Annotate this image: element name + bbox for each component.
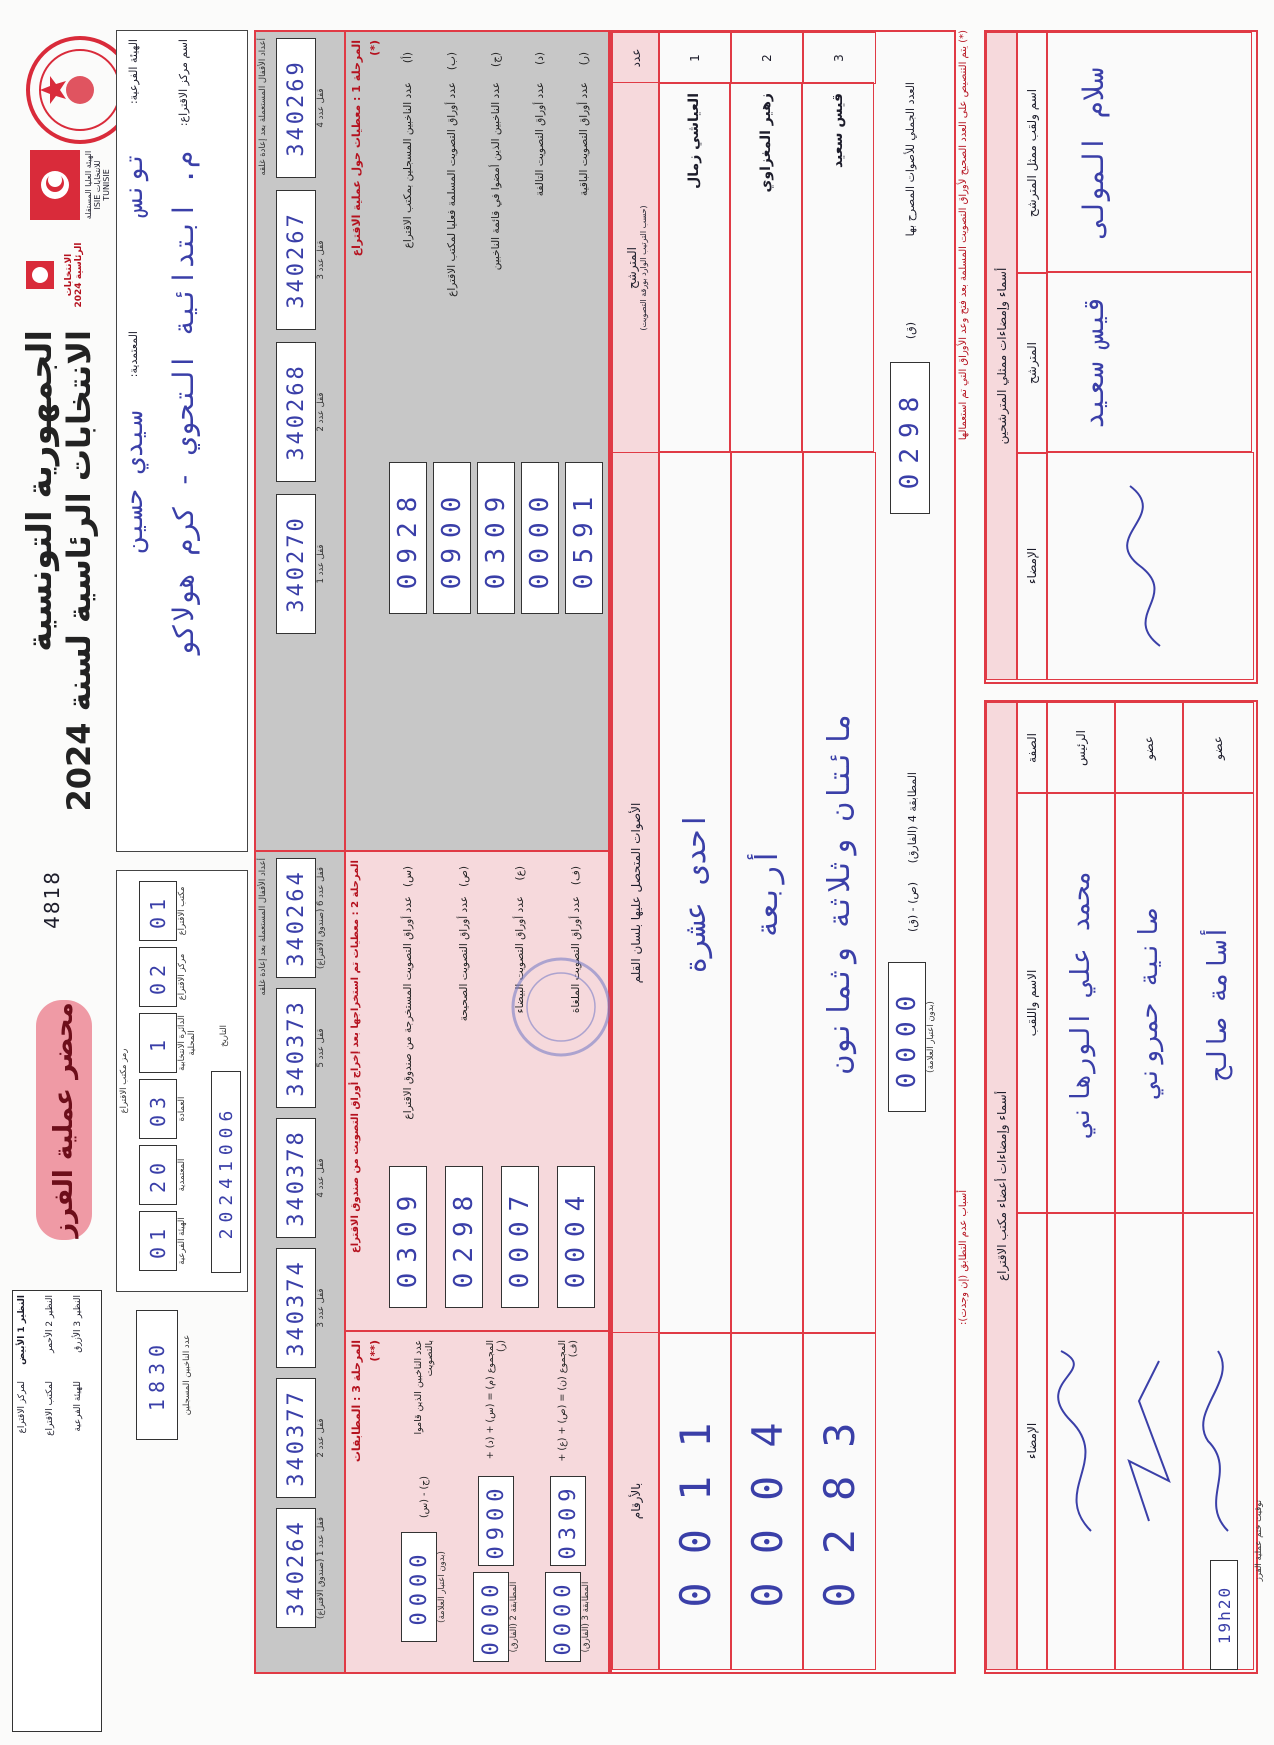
seal-left-3-label: قفل عدد 3 — [316, 240, 326, 280]
stage1-row-a-label: عدد الناخبين المسجلين بمكتب الاقتراع — [402, 82, 414, 249]
delegation-value: سيدي حسين — [119, 411, 149, 552]
copy-3-target: للهيئة الفرعية — [73, 1381, 83, 1432]
results-total-label: العدد الجملي للأصوات المصرح بها — [903, 82, 917, 237]
stage3-row-2-value: 0900 — [478, 1476, 514, 1566]
stage3-row-2-diff: 0000 — [473, 1572, 509, 1662]
registered-count: 1830 — [136, 1310, 178, 1440]
stage1-row-b — [430, 52, 474, 652]
stage2-row-ain-code: (ع) — [514, 866, 526, 881]
seal-left-3: 340267 — [276, 190, 316, 330]
seal-mid-5-label: قفل عدد 5 — [316, 1028, 326, 1068]
footer-note: (*) يتم التنصيص على العدد الصحيح لأوراق التصويت المسلمة بعد فتح وعد الأوراق التي تم استعمالها — [958, 30, 969, 441]
code-district: 1 — [139, 1013, 177, 1073]
results-panel — [610, 30, 956, 1674]
form-title-badge: محضر عملية الفرز — [36, 1000, 92, 1240]
stage1-row-b-code: (ب) — [446, 52, 458, 71]
results-total-value: 0298 — [890, 362, 930, 514]
cand-1-name: العياشي زمال — [658, 82, 730, 452]
stage2-row-f-value: 0004 — [557, 1166, 595, 1308]
stage3-title: المرحلة 3 : المطابقات — [350, 1340, 363, 1463]
stage3-row-2-formula: المجموع (م) = (س) + (د) + (ر) — [485, 1340, 507, 1460]
stage1-row-b-label: عدد أوراق التصويت المسلمة فعليا لمكتب الاقتراع — [446, 82, 458, 297]
stage1-note: (*) — [368, 40, 381, 56]
reasons-label: أسباب عدم التطابق (إن وجدت): — [958, 1190, 969, 1325]
center-value: م. ابتدائية التحوي - كرم هولاكو — [167, 151, 200, 657]
stage3-row-3-diff: 0000 — [545, 1572, 581, 1662]
seal-mid-3-label: قفل عدد 3 — [316, 1288, 326, 1328]
stage3-rows — [388, 1340, 604, 1664]
stage3-row-1-formula: (ج) - (س) — [418, 1476, 430, 1519]
copy-3-label: النظير 3 الأزرق — [73, 1295, 83, 1353]
end-time-value: 19h20 — [1210, 1560, 1238, 1670]
seals-middle-row — [276, 858, 326, 1658]
staff-panel — [984, 700, 1258, 1674]
stage2-row-f — [548, 866, 604, 1316]
stage3-row-1 — [388, 1340, 460, 1664]
stage1-row-b-value: 0900 — [433, 462, 471, 614]
seal-left-1-label: قفل عدد 1 — [316, 544, 326, 584]
seal-left-1: 340270 — [276, 494, 316, 634]
cand-2-index: 2 — [730, 32, 804, 84]
results-header-candidate-text: المترشح — [624, 247, 639, 289]
stage2-row-s-value: 0309 — [389, 1166, 427, 1308]
stage1-row-c-code: (ج) — [490, 52, 502, 67]
seals-middle-caption: أعداد الأقفال المستعملة بعد إعادة غلقه — [258, 858, 268, 996]
cand-1-words: احدى عشرة — [658, 452, 732, 1334]
match4-row — [874, 772, 950, 1192]
regional-authority-label: الهيئة الفرعية: — [127, 39, 140, 105]
stage1-panel — [344, 30, 610, 854]
seals-left-row — [276, 38, 326, 838]
staff-2-name: صانية حمروني — [1114, 792, 1184, 1214]
stage2-row-ain — [492, 866, 548, 1316]
stage2-rows — [380, 866, 604, 1316]
stage2-row-ss — [436, 866, 492, 1316]
staff-col-sign: الإمضاء — [1016, 1212, 1048, 1670]
results-header-num: عدد — [612, 32, 660, 84]
code-district-label: الدائرة الانتخابية المحلية — [177, 1015, 197, 1071]
tunisia-flag-icon — [30, 150, 90, 220]
stage2-row-s-code: (س) — [402, 866, 414, 888]
code-delegation-label: المعتمدية — [177, 1158, 187, 1192]
stage3-row-1-caption: (بدون اعتبار العلامة) — [437, 1551, 447, 1623]
date-label: التاريخ — [219, 1024, 229, 1048]
code-office: 01 — [139, 881, 177, 941]
stage2-row-s-label: عدد أوراق التصويت المستخرجة من صندوق الاقتراع — [402, 896, 414, 1120]
stage2-row-ss-label: عدد أوراق التصويت الصحيحة — [458, 896, 470, 1022]
reps-col-sign: الإمضاء — [1016, 452, 1048, 680]
logo-text: الانتخابات الرئاسية 2024 — [64, 242, 84, 308]
end-time-label: توقيت ختم عملية الفرز — [1254, 1500, 1264, 1582]
stage3-row-1-label: عدد الناخبين الذين قاموا بالتصويت — [413, 1340, 435, 1435]
stage3-row-2-match: المطابقة 2 (الفارق) — [509, 1581, 519, 1653]
match4-value: 0000 — [888, 962, 926, 1112]
code-center: 02 — [139, 947, 177, 1007]
center-label: اسم مركز الاقتراع: — [177, 39, 190, 127]
staff-1-role: الرئيس — [1046, 702, 1116, 794]
office-stamp — [506, 952, 616, 1062]
end-time-block — [1210, 1560, 1250, 1670]
results-header-candidate — [612, 82, 660, 454]
stage2-row-ss-value: 0298 — [445, 1166, 483, 1308]
results-header-note: (حسب الترتيب الوارد بورقة التصويت) — [638, 205, 648, 331]
staff-2-signature — [1114, 1212, 1184, 1670]
seal-mid-5: 340373 — [276, 988, 316, 1108]
stage3-row-1-value: 0000 — [401, 1532, 437, 1642]
stage1-row-a — [386, 52, 430, 652]
stage1-row-a-code: (أ) — [402, 52, 414, 64]
stage3-row-3 — [532, 1340, 604, 1664]
code-authority-label: الهيئة الفرعية — [177, 1217, 187, 1265]
code-center-label: مركز الاقتراع — [177, 953, 187, 1001]
seals-left-caption: أعداد الأقفال المستعملة بعد إعادة غلقه — [258, 38, 268, 176]
results-total-code: (ق) — [903, 322, 917, 340]
seal-mid-1-label: قفل عدد 1 (صندوق الاقتراع) — [316, 1517, 326, 1619]
stage1-row-c-value: 0309 — [477, 462, 515, 614]
republic-title: الجمهورية التونسية — [20, 330, 60, 652]
code-block — [116, 870, 248, 1292]
stage3-row-3-value: 0309 — [550, 1476, 586, 1566]
seal-mid-4-label: قفل عدد 4 — [316, 1158, 326, 1198]
cand-3-index: 3 — [802, 32, 876, 84]
seal-left-4-label: قفل عدد 4 — [316, 88, 326, 128]
regional-authority-value: تونس — [119, 151, 149, 214]
stage1-title: المرحلة 1 : معطيات حول عملية الاقتراع — [350, 40, 363, 257]
cand-1-index: 1 — [658, 32, 732, 84]
staff-3-name: أسامة صالح — [1182, 792, 1254, 1214]
cand-1-digits: 0011 — [658, 1332, 732, 1670]
stage2-row-ss-code: (ص) — [458, 866, 470, 887]
stage1-row-a-value: 0928 — [389, 462, 427, 614]
election-logo — [20, 240, 100, 310]
cand-2-digits: 0004 — [730, 1332, 804, 1670]
stage2-row-f-label: عدد أوراق التصويت الملغاة — [570, 896, 582, 1014]
code-cells — [139, 881, 199, 1281]
stage1-row-r-value: 0591 — [565, 462, 603, 614]
rep-name: سلام المولى — [1046, 32, 1252, 272]
stage2-row-ain-label: عدد أوراق التصويت البيضاء — [514, 896, 526, 1014]
copy-1-label: النظير 1 الأبيض — [17, 1295, 27, 1365]
seal-mid-6: 340264 — [276, 858, 316, 978]
stage2-row-s — [380, 866, 436, 1316]
stage3-row-3-match: المطابقة 3 (الفارق) — [581, 1581, 591, 1653]
staff-1-signature — [1046, 1212, 1116, 1670]
seal-mid-3: 340374 — [276, 1248, 316, 1368]
seal-left-4: 340269 — [276, 38, 316, 178]
stage3-row-3-formula: المجموع (ن) = (ص) + (ع) + (ف) — [557, 1340, 579, 1462]
registered-block — [136, 1310, 216, 1440]
staff-title: أسماء وإمضاءات أعضاء مكتب الاقتراع — [986, 702, 1018, 1670]
seal-left-2-label: قفل عدد 2 — [316, 392, 326, 432]
reps-title: أسماء وإمضاءات ممثلي المترشحين — [986, 32, 1018, 680]
stage2-row-f-code: (ف) — [570, 866, 582, 886]
cand-2-words: أربعة — [730, 452, 804, 1334]
results-header-digits: بالأرقام — [612, 1332, 660, 1670]
stage1-row-c-label: عدد الناخبين الذين أمضوا في قائمة الناخبين — [490, 82, 502, 271]
rep-candidate: قيس سعيد — [1046, 272, 1252, 452]
code-omada: 03 — [139, 1079, 177, 1139]
stage1-row-d-label: عدد أوراق التصويت التالفة — [534, 82, 546, 197]
code-caption: رمز مكتب الاقتراع — [119, 1048, 129, 1114]
code-office-label: مكتب الاقتراع — [177, 886, 187, 936]
stage2-title: المرحلة 2 : معطيات تم استخراجها بعد إخراج أوراق التصويت من صندوق الاقتراع — [350, 860, 361, 1254]
copy-2-label: النظير 2 الأحمر — [45, 1295, 55, 1353]
stage1-row-d — [518, 52, 562, 652]
stage3-note: (**) — [368, 1340, 381, 1362]
date-value: 20241006 — [211, 1071, 241, 1273]
copy-1-target: لمركز الاقتراع — [17, 1381, 27, 1434]
stage1-row-r-code: (ر) — [578, 52, 590, 66]
stage1-row-r-label: عدد أوراق التصويت الباقية — [578, 82, 590, 196]
copies-table — [12, 1290, 102, 1732]
match4-formula: (ص) - (ق) — [905, 882, 919, 932]
delegation-label: المعتمدية: — [127, 331, 140, 378]
staff-1-name: محمد علي الورهاني — [1046, 792, 1116, 1214]
code-authority: 01 — [139, 1211, 177, 1271]
seal-mid-6-label: قفل عدد 6 (صندوق الاقتراع) — [316, 867, 326, 969]
seal-mid-4: 340378 — [276, 1118, 316, 1238]
cand-3-digits: 0283 — [802, 1332, 876, 1670]
rep-signature — [1046, 452, 1254, 680]
seals-middle-panel — [254, 850, 346, 1674]
match4-caption: (بدون اعتبار العلامة) — [926, 1001, 936, 1073]
seal-left-2: 340268 — [276, 342, 316, 482]
stage1-rows — [386, 52, 606, 652]
results-total-row — [880, 82, 940, 642]
staff-col-role: الصفة — [1016, 702, 1048, 794]
stage1-row-r — [562, 52, 606, 652]
seal-mid-2-label: قفل عدد 2 — [316, 1418, 326, 1458]
staff-col-name: الاسم واللقب — [1016, 792, 1048, 1214]
stage1-row-c — [474, 52, 518, 652]
staff-3-role: عضو — [1182, 702, 1254, 794]
stage1-row-d-value: 0000 — [521, 462, 559, 614]
cand-3-name: قيس سعيد — [802, 82, 874, 452]
stage1-row-d-code: (د) — [534, 52, 546, 65]
match4-label: المطابقة 4 (الفارق) — [905, 772, 919, 864]
cand-3-words: مائتان وثلاثة وثمانون — [802, 452, 876, 1334]
representatives-panel — [984, 30, 1258, 684]
copy-2-target: لمكتب الاقتراع — [45, 1381, 55, 1436]
cand-2-name: زهير المغزاوي — [730, 82, 802, 452]
seal-mid-2: 340377 — [276, 1378, 316, 1498]
seal-mid-1: 340264 — [276, 1508, 316, 1628]
identity-block — [116, 30, 248, 852]
stage3-panel — [344, 1330, 610, 1674]
code-omada-label: العمادة — [177, 1096, 187, 1122]
stage2-panel — [344, 850, 610, 1334]
registered-label: عدد الناخبين المسجلين — [182, 1334, 192, 1416]
results-header-words: الأصوات المتحصل عليها بلسان القلم — [612, 452, 660, 1334]
seals-left-panel — [254, 30, 346, 854]
staff-2-role: عضو — [1114, 702, 1184, 794]
election-title: الانتخابات الرئاسية لسنة 2024 — [60, 330, 98, 812]
reps-col-candidate: المترشح — [1016, 272, 1048, 454]
stage2-row-ain-value: 0007 — [501, 1166, 539, 1308]
stage3-row-2 — [460, 1340, 532, 1664]
reps-col-name: اسم ولقب ممثل المترشح — [1016, 32, 1048, 274]
document-number: 4818 — [40, 870, 64, 929]
authority-caption: الهيئة العليا المستقلة للانتخابات ISIE TUNISIE — [84, 150, 111, 220]
code-delegation: 20 — [139, 1145, 177, 1205]
